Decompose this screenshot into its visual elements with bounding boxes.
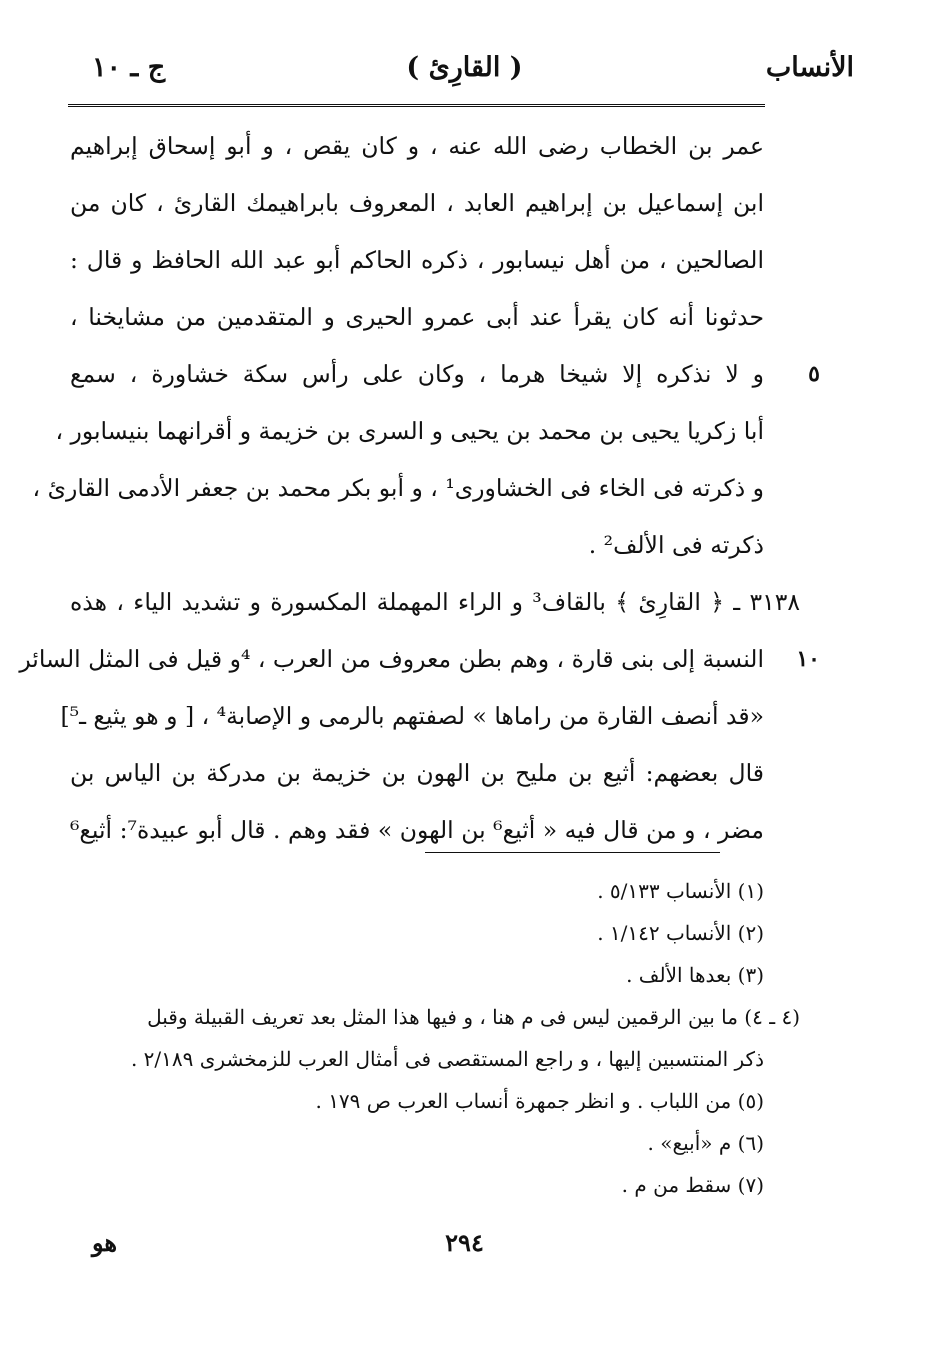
text-line: ابن إسماعيل بن إبراهيم العابد ، المعروف بابراهيمك القارئ ، كان من	[70, 189, 764, 217]
text-line: ذكرته فى الألف² .	[588, 531, 764, 559]
main-text	[19, 118, 820, 859]
footnote: (٧) سقط من م .	[621, 1173, 764, 1197]
signature-mark: هو	[92, 1228, 118, 1257]
footnote: (٤ ـ ٤) ما بين الرقمين ليس فى م هنا ، و فيها هذا المثل بعد تعريف القبيلة وقبل	[147, 1005, 800, 1029]
text-line: قال بعضهم: أثيع بن مليح بن الهون بن خزيمة بن مدركة بن الياس بن	[70, 759, 764, 787]
text-line: الصالحين ، من أهل نيسابور ، ذكره الحاكم أبو عبد الله الحافظ و قال :	[70, 246, 764, 274]
text-line: «قد أنصف القارة من راماها » لصفتهم بالرمى و الإصابة⁴ ، [ و هو يثيع ـ⁵]	[60, 702, 764, 730]
entry-heading-line: ٣١٣٨ ـ ﴿ القارِئ ﴾ بالقاف³ و الراء المهملة المكسورة و تشديد الياء ، هذه	[70, 588, 800, 616]
footnote: (٦) م «أبيع» .	[647, 1131, 764, 1155]
footnote: (٥) من اللباب . و انظر جمهرة أنساب العرب ص ١٧٩ .	[315, 1089, 764, 1113]
running-header	[70, 52, 859, 94]
text-line: حدثونا أنه كان يقرأ عند أبى عمرو الحيرى و المتقدمين من مشايخنا ،	[70, 303, 764, 331]
text-line: و ذكرته فى الخاء فى الخشاورى¹ ، و أبو بكر محمد بن جعفر الأدمى القارئ ،	[32, 474, 764, 502]
text-line: النسبة إلى بنى قارة ، وهم بطن معروف من العرب ، ⁴و قيل فى المثل السائر	[19, 645, 764, 673]
header-rule	[68, 104, 765, 110]
header-volume: ج ـ ١٠	[92, 52, 166, 83]
line-number-10: ١٠	[796, 646, 820, 672]
footnote: (٣) بعدها الألف .	[626, 963, 764, 987]
footnote: (٢) الأنساب ١/١٤٢ .	[597, 921, 764, 945]
line-number-5: ٥	[808, 361, 820, 387]
text-line: و لا نذكره إلا شيخا هرما ، وكان على رأس سكة خشاورة ، سمع	[70, 360, 764, 388]
text-line: أبا زكريا يحيى بن محمد بن يحيى و السرى بن خزيمة و أقرانهما بنيسابور ،	[55, 417, 764, 445]
header-book-title: الأنساب	[765, 52, 854, 83]
footnotes	[70, 870, 800, 1206]
text-line: عمر بن الخطاب رضى الله عنه ، و كان يقص ، و أبو إسحاق إبراهيم	[70, 132, 764, 160]
footnote: (١) الأنساب ٥/١٣٣ .	[597, 879, 764, 903]
footnote-rule	[425, 852, 720, 853]
text-line-with-number	[70, 346, 820, 403]
header-entry-title: ( القارِئ )	[406, 52, 523, 83]
page-footer	[0, 1228, 929, 1268]
text-line-with-number	[19, 631, 820, 688]
footnote-continuation: ذكر المنتسبين إليها ، و راجع المستقصى فى أمثال العرب للزمخشرى ٢/١٨٩ .	[130, 1047, 764, 1071]
page-number: ٢٩٤	[445, 1228, 484, 1257]
text-line: مضر ، و من قال فيه « أثيع⁶ بن الهون » فقد وهم . قال أبو عبيدة⁷: أثيع⁶	[70, 816, 764, 844]
